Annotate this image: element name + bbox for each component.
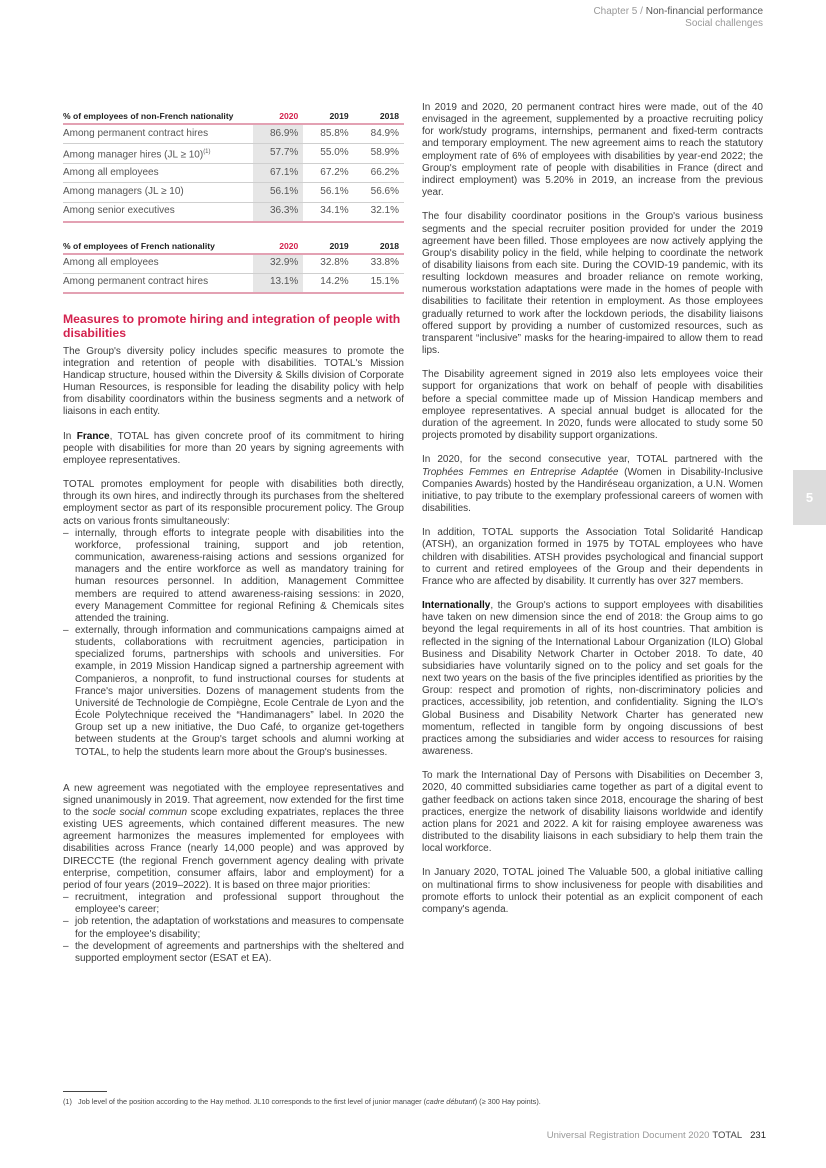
- table-row: [63, 163, 404, 183]
- footnote: (1) Job level of the position according to the Hay method. JL10 corresponds to the first level of junior manager (cadre débutant) (≥ 300 Hay points).: [63, 1097, 541, 1106]
- table-cell: 56.6%: [354, 183, 404, 203]
- table-title: % of employees of non-French nationality: [63, 102, 253, 124]
- table-cell: 32.9%: [253, 254, 303, 274]
- col-2020: 2020: [253, 102, 303, 124]
- table-cell: Among managers (JL ≥ 10): [63, 183, 253, 203]
- table-french: [63, 232, 404, 294]
- paragraph: In France, TOTAL has given concrete proof of its commitment to hiring people with disabilities for more than 20 years by signing agreements with employee representatives.: [63, 430, 404, 466]
- paragraph: TOTAL promotes employment for people with disabilities both directly, through its own hires, and indirectly through its purchases from the sheltered employment sector as part of its responsible procurement policy. The Group acts on various fronts simultaneously:: [63, 479, 404, 527]
- table-cell: 58.9%: [354, 144, 404, 164]
- paragraph: The four disability coordinator positions in the Group's various business segments and the special recruiter position provided for under the 2019 agreement have been filled. Those employees are now actively applying the Group's disability policy in the field, while helping to coordinate the network of disability liaisons from each site. During the COVID-19 pandemic, with its resulting lockdown measures and broader reliance on remote working, numerous workstation adaptations were made in the homes of people with disabilities to facilitate their retention in employment. As those employees gradually returned to work after the lockdown periods, the disability liaisons offered support by providing a number of customized resources, such as transparent “inclusive” masks for the hearing-impaired to allow them to read lips.: [422, 211, 763, 357]
- paragraph: To mark the International Day of Persons with Disabilities on December 3, 2020, 40 committed subsidiaries came together as part of a digital event to gather feedback on actions taken since 2018, encourage the sharing of best practices, energize the network of disability liaisons worldwide and identify action plans for 2021 and 2022. A kit for raising employee awareness was distributed to the disability liaisons in each subsidiary to help them train the local workforce.: [422, 770, 763, 855]
- table-cell: 67.2%: [303, 163, 353, 183]
- table-cell: Among all employees: [63, 254, 253, 274]
- table-cell: 32.8%: [303, 254, 353, 274]
- list-item: – the development of agreements and partnerships with the sheltered and supported employment sector (ESAT et EA).: [63, 941, 404, 965]
- table-cell: 66.2%: [354, 163, 404, 183]
- table-cell: Among permanent contract hires: [63, 273, 253, 293]
- table-cell: 13.1%: [253, 273, 303, 293]
- paragraph: The Disability agreement signed in 2019 also lets employees voice their support for organizations that work on behalf of people with disabilities before a special committee made up of Mission Handicap members and employee representatives. A special annual budget is allocated for the duration of the agreement. In 2020, funds were allocated to study some 50 projects promoted by disability support organizations.: [422, 369, 763, 442]
- table-row: [63, 254, 404, 274]
- table-row: [63, 144, 404, 164]
- list-item: – recruitment, integration and professional support throughout the employee's career;: [63, 892, 404, 916]
- paragraph: In 2019 and 2020, 20 permanent contract hires were made, out of the 40 envisaged in the agreement, supplemented by a proactive recruiting policy for work/study programs, internships, permanent and fixed-term contracts and temporary employment. The new agreement aims to reach the statutory employment rate of 6% of employees with disabilities by year-end 2022; the Group's employment rate of people with disabilities in France (direct and indirect employment) was 5.20% in 2019, an increase from the previous year.: [422, 102, 763, 199]
- paragraph: In addition, TOTAL supports the Association Total Solidarité Handicap (ATSH), an organization formed in 1975 by TOTAL employees who have children with disabilities. ATSH provides psychological and financial support to current and retired employees of the Group and their dependents in France who are affected by disability. It currently has over 327 members.: [422, 527, 763, 587]
- page-footer: [547, 1130, 766, 1141]
- paragraph: The Group's diversity policy includes specific measures to promote the integration and retention of people with disabilities. TOTAL's Mission Handicap structure, housed within the Diversity & Skills division of Corporate Human Resources, is responsible for leading the disability policy with help from disability coordinators within the business segments and a network of liaisons in each entity.: [63, 345, 404, 418]
- footnote-divider: [63, 1091, 107, 1092]
- subsection-label: Social challenges: [685, 18, 763, 29]
- table-cell: 67.1%: [253, 163, 303, 183]
- table-cell: 32.1%: [354, 202, 404, 222]
- list-item: – job retention, the adaptation of workstations and measures to compensate for the employee's disability;: [63, 916, 404, 940]
- table-cell: 33.8%: [354, 254, 404, 274]
- bullet-list: [63, 892, 404, 965]
- table-cell: 86.9%: [253, 124, 303, 144]
- section-heading: Measures to promote hiring and integration of people with disabilities: [63, 311, 401, 340]
- table-cell: 55.0%: [303, 144, 353, 164]
- list-item: – externally, through information and communications campaigns aimed at students, collaborations with recruitment agencies, participation in specialized forums, partnerships with schools and universities. For example, in 2019 Mission Handicap signed a partnership agreement with Companieros, a nonprofit, to fund instructional courses for students at France's major universities. Dozens of management students from the Université de Technologie de Compiègne, Ecole Centrale de Lyon and the École Polytechnique received the “Handimanagers” label. In 2020 the Group set up a new initiative, the Duo Café, to organize get-togethers between students at the Group's target schools and alumni working at TOTAL, to help the students learn more about the Group's businesses.: [63, 625, 404, 759]
- table-title: % of employees of French nationality: [63, 232, 253, 254]
- table-non-french: [63, 102, 404, 223]
- table-cell: 85.8%: [303, 124, 353, 144]
- bullet-list: [63, 528, 404, 759]
- table-cell: 2019: [303, 232, 353, 254]
- table-cell: 36.3%: [253, 202, 303, 222]
- table-row: [63, 124, 404, 144]
- col-2019: 2019: [303, 102, 353, 124]
- paragraph: In January 2020, TOTAL joined The Valuable 500, a global initiative calling on multinational firms to show inclusiveness for people with disabilities and promote efforts to unlock their potential as an explicit component of each company's agenda.: [422, 867, 763, 915]
- table-cell: 57.7%: [253, 144, 303, 164]
- table-row: [63, 183, 404, 203]
- left-column: [63, 102, 404, 977]
- table-cell: 2020: [253, 232, 303, 254]
- table-row: [63, 273, 404, 293]
- section-label: Non-financial performance: [645, 6, 763, 17]
- paragraph: Internationally, the Group's actions to support employees with disabilities have taken on new dimension since the end of 2018: the Group aims to go beyond the legal requirements in all of its host countries. That ambition is reflected in the signing of the International Labour Organization (ILO) Global Business and Disability Network Charter in October 2018. To date, 40 subsidiaries have voluntarily signed on to the policy and set goals for the next two years on the basis of the five principles identified as priorities by the Group: respect and promotion of rights, non-discriminatory policies and practices, accessibility, job retention, and confidentiality. Signing the ILO's Global Business and Disability Network Charter has generated new momentum, reflected in tangible form by ongoing discussions of best practices among the subsidiaries and wider access to resources for raising awareness.: [422, 600, 763, 757]
- table-cell: 14.2%: [303, 273, 353, 293]
- chapter-label: Chapter 5: [593, 6, 638, 17]
- table-cell: 56.1%: [303, 183, 353, 203]
- table-cell: 2018: [354, 232, 404, 254]
- table-cell: 84.9%: [354, 124, 404, 144]
- document-title: Universal Registration Document 2020: [546, 1130, 710, 1141]
- table-cell: 15.1%: [354, 273, 404, 293]
- table-cell: Among manager hires (JL ≥ 10)$^{(1)}$: [63, 144, 253, 164]
- col-2018: 2018: [354, 102, 404, 124]
- table-row: [63, 202, 404, 222]
- paragraph: In 2020, for the second consecutive year, TOTAL partnered with the Trophées Femmes en Entreprise Adaptée (Women in Disability-Inclusive Companies Awards) hosted by the Handiréseau organization, a U.N. Women initiative, to pay tribute to the exemplary professional careers of women with disabilities.: [422, 454, 764, 514]
- chapter-tab[interactable]: 5: [793, 470, 826, 525]
- table-cell: Among senior executives: [63, 202, 253, 222]
- footnote-ref[interactable]: (1): [203, 148, 211, 155]
- brand-name: TOTAL: [712, 1130, 743, 1141]
- running-header: Chapter 5 / Non-financial performance Social challenges: [593, 6, 763, 29]
- table-cell: Among all employees: [63, 163, 253, 183]
- table-cell: 34.1%: [303, 202, 353, 222]
- table-cell: Among permanent contract hires: [63, 124, 253, 144]
- right-column: [422, 102, 763, 928]
- page-number: 231: [750, 1130, 766, 1141]
- list-item: – internally, through efforts to integrate people with disabilities into the workforce, professional training, support and job retention, communication, awareness-raising actions and sessions organized for managers and the entire workforce as well as mandatory training for human resources personnel. In addition, Management Committee members are required to attend awareness-raising sessions: in 2020, every Management Committee for regional Refining & Chemicals sites attended the training.: [63, 528, 404, 625]
- table-cell: 56.1%: [253, 183, 303, 203]
- paragraph: A new agreement was negotiated with the employee representatives and signed unanimously in 2019. That agreement, now extended for the first time to the socle social commun scope excluding expatriates, replaces the three existing UES agreements, which contained different measures. The new agreement harmonizes the measures implemented for employees with disabilities across France (nearly 14,000 people) and was approved by DIRECCTE (the regional French government agency dealing with private enterprise, competition, consumer affairs, labor and employment) for a period of four years (2019–2022). It is based on three major priorities:: [63, 782, 404, 891]
